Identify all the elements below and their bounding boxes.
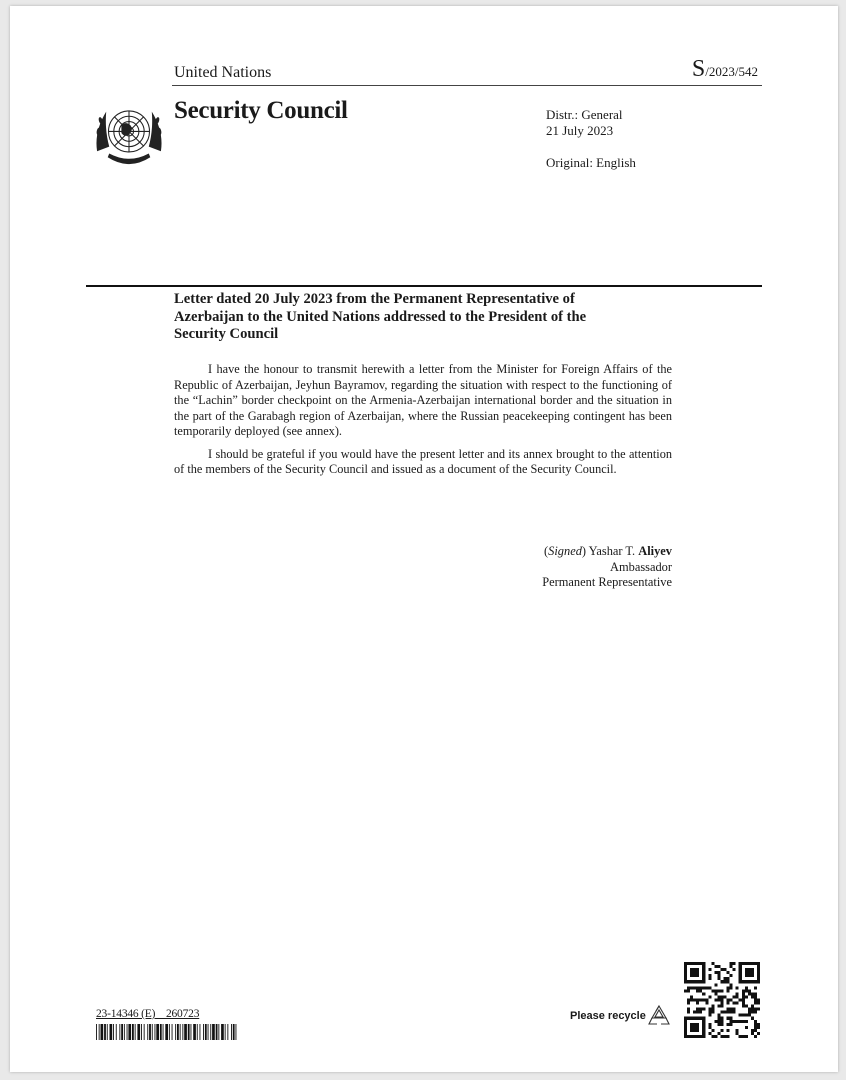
qr-module [708,968,711,971]
qr-module [742,1020,745,1023]
qr-module [742,1002,745,1005]
barcode-bar [191,1024,192,1040]
qr-module [696,1008,699,1011]
qr-module [720,1017,723,1020]
qr-module [717,1032,720,1035]
qr-module [714,998,717,1001]
barcode-bar [205,1024,207,1040]
letter-title-line: Letter dated 20 July 2023 from the Permanent Representative of [174,291,575,307]
qr-module [751,1017,754,1020]
qr-module [696,1011,699,1014]
qr-module [736,995,739,998]
qr-module [696,998,699,1001]
barcode-bar [135,1024,136,1040]
barcode-bar [218,1024,219,1040]
qr-module [742,989,745,992]
barcode-bar [144,1024,145,1040]
qr-module [714,983,717,986]
qr-module [748,989,751,992]
qr-module [727,1035,730,1038]
barcode-bar [208,1024,209,1040]
barcode-bar [180,1024,181,1040]
barcode-icon [96,1024,238,1040]
qr-module [730,986,733,989]
qr-module [736,1029,739,1032]
qr-module [690,986,693,989]
barcode-bar [104,1024,106,1040]
qr-module [727,971,730,974]
qr-module [690,998,693,1001]
security-council-heading: Security Council [174,97,348,124]
barcode-bar [177,1024,179,1040]
original-language: Original: English [546,155,636,170]
barcode-bar [212,1024,215,1040]
qr-module [702,992,705,995]
qr-module [736,1002,739,1005]
qr-module [745,1035,748,1038]
organization-name: United Nations [174,64,272,81]
qr-module [733,1002,736,1005]
barcode-bar [101,1024,104,1040]
barcode-bar [113,1024,114,1040]
qr-module [714,992,717,995]
qr-module [730,1008,733,1011]
qr-module [754,1026,757,1029]
barcode-bar [110,1024,113,1040]
qr-module [708,1023,711,1026]
qr-module [730,965,733,968]
qr-module [757,1008,760,1011]
qr-module [727,989,730,992]
qr-module [711,1008,714,1011]
qr-module [754,992,757,995]
barcode-bar [163,1024,164,1040]
qr-module [751,1029,754,1032]
qr-module [720,1029,723,1032]
qr-module [717,977,720,980]
qr-module [727,998,730,1001]
signer-title: Permanent Representative [542,575,672,589]
qr-module [702,1008,705,1011]
qr-module [720,989,723,992]
qr-module [757,1032,760,1035]
qr-module [720,1005,723,1008]
barcode-bar [137,1024,140,1040]
qr-module [687,1008,690,1011]
qr-module [724,995,727,998]
barcode-bar [152,1024,153,1040]
qr-module [748,1011,751,1014]
signer-surname: Aliyev [638,544,672,558]
qr-module [699,989,702,992]
qr-module [708,995,711,998]
qr-module [717,971,720,974]
qr-module [702,998,705,1001]
document-number: 23-14346 (E) 260723 [96,1008,200,1020]
qr-module [724,968,727,971]
qr-module [727,1011,730,1014]
letter-title [174,291,684,344]
qr-module [724,980,727,983]
qr-module [705,986,708,989]
recycle-label: Please recycle [570,1010,646,1022]
qr-module [714,989,717,992]
qr-module [699,1008,702,1011]
qr-module [751,995,754,998]
qr-module [748,1008,751,1011]
qr-module [693,998,696,1001]
qr-module [742,1035,745,1038]
signature-line: (Signed) Yashar T. Aliyev [544,544,672,558]
qr-module [720,980,723,983]
document-symbol [692,56,758,83]
qr-module [739,998,742,1001]
qr-module [717,1005,720,1008]
document-date: 21 July 2023 [546,123,614,138]
qr-module [754,1020,757,1023]
qr-module [754,998,757,1001]
qr-module [751,1032,754,1035]
qr-module [687,989,690,992]
qr-module [720,1020,723,1023]
qr-module [727,977,730,980]
qr-module [708,986,711,989]
barcode-bar [175,1024,176,1040]
barcode-bar [227,1024,228,1040]
qr-module [751,1008,754,1011]
qr-module [754,1035,757,1038]
qr-module [705,1002,708,1005]
barcode-bar [231,1024,232,1040]
qr-module [748,1014,751,1017]
qr-module [711,1005,714,1008]
qr-module [717,974,720,977]
qr-module [711,989,714,992]
qr-module [745,1026,748,1029]
qr-module [745,968,754,977]
barcode-bar [155,1024,156,1040]
letter-body [174,362,672,485]
qr-module [730,1023,733,1026]
barcode-bar [116,1024,117,1040]
qr-module [696,1002,699,1005]
signer-name-prefix: Yashar T. [588,544,636,558]
qr-module [727,1023,730,1026]
barcode-bar [216,1024,218,1040]
qr-module [754,1029,757,1032]
qr-module [717,965,720,968]
qr-module [745,1014,748,1017]
qr-module [730,974,733,977]
qr-module [727,1002,730,1005]
qr-module [708,977,711,980]
signer-title: Ambassador [610,559,672,574]
title-divider [86,285,762,287]
barcode-bar [124,1024,125,1040]
qr-module [690,968,699,977]
qr-module [757,1002,760,1005]
qr-module [724,1011,727,1014]
qr-module [720,1035,723,1038]
qr-module [708,1008,711,1011]
qr-module [684,989,687,992]
qr-module [699,998,702,1001]
qr-module [751,1011,754,1014]
barcode-bar [172,1024,173,1040]
recycle-icon [646,1003,672,1029]
qr-module [748,992,751,995]
qr-module [714,1020,717,1023]
qr-module [717,1014,720,1017]
barcode-bar [141,1024,142,1040]
barcode-bar [119,1024,120,1040]
qr-module [717,995,720,998]
signed-marker: Signed [548,544,582,558]
barcode-bar [197,1024,198,1040]
qr-module [736,1020,739,1023]
barcode-bar [225,1024,226,1040]
qr-module [745,986,748,989]
qr-module [720,1023,723,1026]
barcode-bar [193,1024,196,1040]
qr-module [754,986,757,989]
qr-module [733,1020,736,1023]
qr-module [733,995,736,998]
qr-module [687,1002,690,1005]
qr-module [727,1029,730,1032]
qr-module [733,1008,736,1011]
qr-module [720,998,723,1001]
signature-block [450,544,672,591]
qr-module [742,992,745,995]
qr-module [717,1023,720,1026]
qr-module [696,986,699,989]
qr-module [724,1035,727,1038]
barcode-bar [233,1024,235,1040]
barcode-bar [96,1024,97,1040]
barcode-bar [107,1024,108,1040]
qr-module [742,1014,745,1017]
qr-module [693,1011,696,1014]
qr-module [754,1008,757,1011]
distribution-line: Distr.: General [546,107,623,122]
qr-module [708,1011,711,1014]
qr-module [736,986,739,989]
barcode-bar [127,1024,128,1040]
qr-module [708,1032,711,1035]
qr-module [727,986,730,989]
qr-module [714,965,717,968]
qr-module [730,962,733,965]
qr-module [751,992,754,995]
distribution-info [546,107,623,139]
qr-module [745,1020,748,1023]
qr-module [724,977,727,980]
qr-module [754,1002,757,1005]
qr-code-icon [684,962,760,1038]
qr-module [717,989,720,992]
qr-module [711,962,714,965]
barcode-bar [165,1024,168,1040]
qr-module [733,1011,736,1014]
letter-title-line: Azerbaijan to the United Nations addressed to the President of the [174,308,587,325]
qr-module [687,998,690,1001]
qr-module [751,1005,754,1008]
barcode-bar [147,1024,148,1040]
barcode-bar [200,1024,201,1040]
barcode-bar [184,1024,187,1040]
un-emblem-icon [91,98,167,174]
letter-paragraph-1: I have the honour to transmit herewith a letter from the Minister for Foreign Affairs of the Republic of Azerbaijan, Jeyhun Bayramov, regarding the situation with respect to the functioning of the “Lachin” border checkpoint on the Armenia-Azerbaijan international border and the situation in the part of the Garabagh region of Azerbaijan, where the Russian peacekeeping contingent has been temporarily deployed (see annex). [174,362,672,438]
qr-module [727,1017,730,1020]
qr-module [727,980,730,983]
qr-module [699,986,702,989]
barcode-bar [221,1024,224,1040]
barcode-bar [149,1024,151,1040]
qr-module [730,1017,733,1020]
symbol-number: /2023/542 [705,64,758,79]
qr-module [739,1014,742,1017]
qr-module [693,986,696,989]
letter-title-line: Security Council [174,326,279,342]
qr-module [708,974,711,977]
qr-module [717,1017,720,1020]
qr-module [711,1029,714,1032]
qr-module [757,1023,760,1026]
barcode-bar [169,1024,170,1040]
barcode-bar [160,1024,162,1040]
qr-module [708,1014,711,1017]
barcode-bar [156,1024,159,1040]
qr-module [736,1032,739,1035]
barcode-bar [99,1024,100,1040]
qr-module [696,989,699,992]
letter-paragraph-2: I should be grateful if you would have the present letter and its annex brought to the attention of the members of the Security Council and issued as a document of the Security Council. [174,446,672,476]
qr-module [720,1011,723,1014]
qr-module [754,1023,757,1026]
qr-module [717,998,720,1001]
qr-module [711,1011,714,1014]
qr-module [742,1005,745,1008]
barcode-bar [188,1024,190,1040]
qr-module [736,992,739,995]
qr-module [745,989,748,992]
qr-module [717,1020,720,1023]
qr-module [742,995,745,998]
qr-module [730,1011,733,1014]
qr-module [745,995,748,998]
qr-module [708,1026,711,1029]
qr-module [714,1035,717,1038]
qr-module [711,1035,714,1038]
qr-module [733,962,736,965]
document-page [10,6,838,1072]
qr-module [739,1020,742,1023]
qr-module [714,971,717,974]
qr-module [745,1005,748,1008]
barcode-bar [121,1024,123,1040]
qr-module [727,1008,730,1011]
qr-module [690,1023,699,1032]
qr-module [730,1020,733,1023]
qr-module [687,986,690,989]
qr-module [720,968,723,971]
header-divider [172,85,762,86]
qr-module [699,1011,702,1014]
barcode-bar [210,1024,211,1040]
qr-module [757,998,760,1001]
barcode-bar [132,1024,134,1040]
qr-module [687,1011,690,1014]
qr-module [733,968,736,971]
qr-module [730,983,733,986]
qr-module [702,986,705,989]
qr-module [720,1002,723,1005]
qr-module [754,995,757,998]
qr-module [705,998,708,1001]
qr-module [742,998,745,1001]
qr-module [757,1026,760,1029]
qr-module [730,998,733,1001]
barcode-bar [203,1024,204,1040]
barcode-bar [236,1024,237,1040]
symbol-prefix: S [691,56,706,82]
barcode-bar [182,1024,183,1040]
qr-module [739,1035,742,1038]
qr-module [690,995,693,998]
barcode-bar [128,1024,131,1040]
qr-module [720,995,723,998]
qr-module [754,1011,757,1014]
